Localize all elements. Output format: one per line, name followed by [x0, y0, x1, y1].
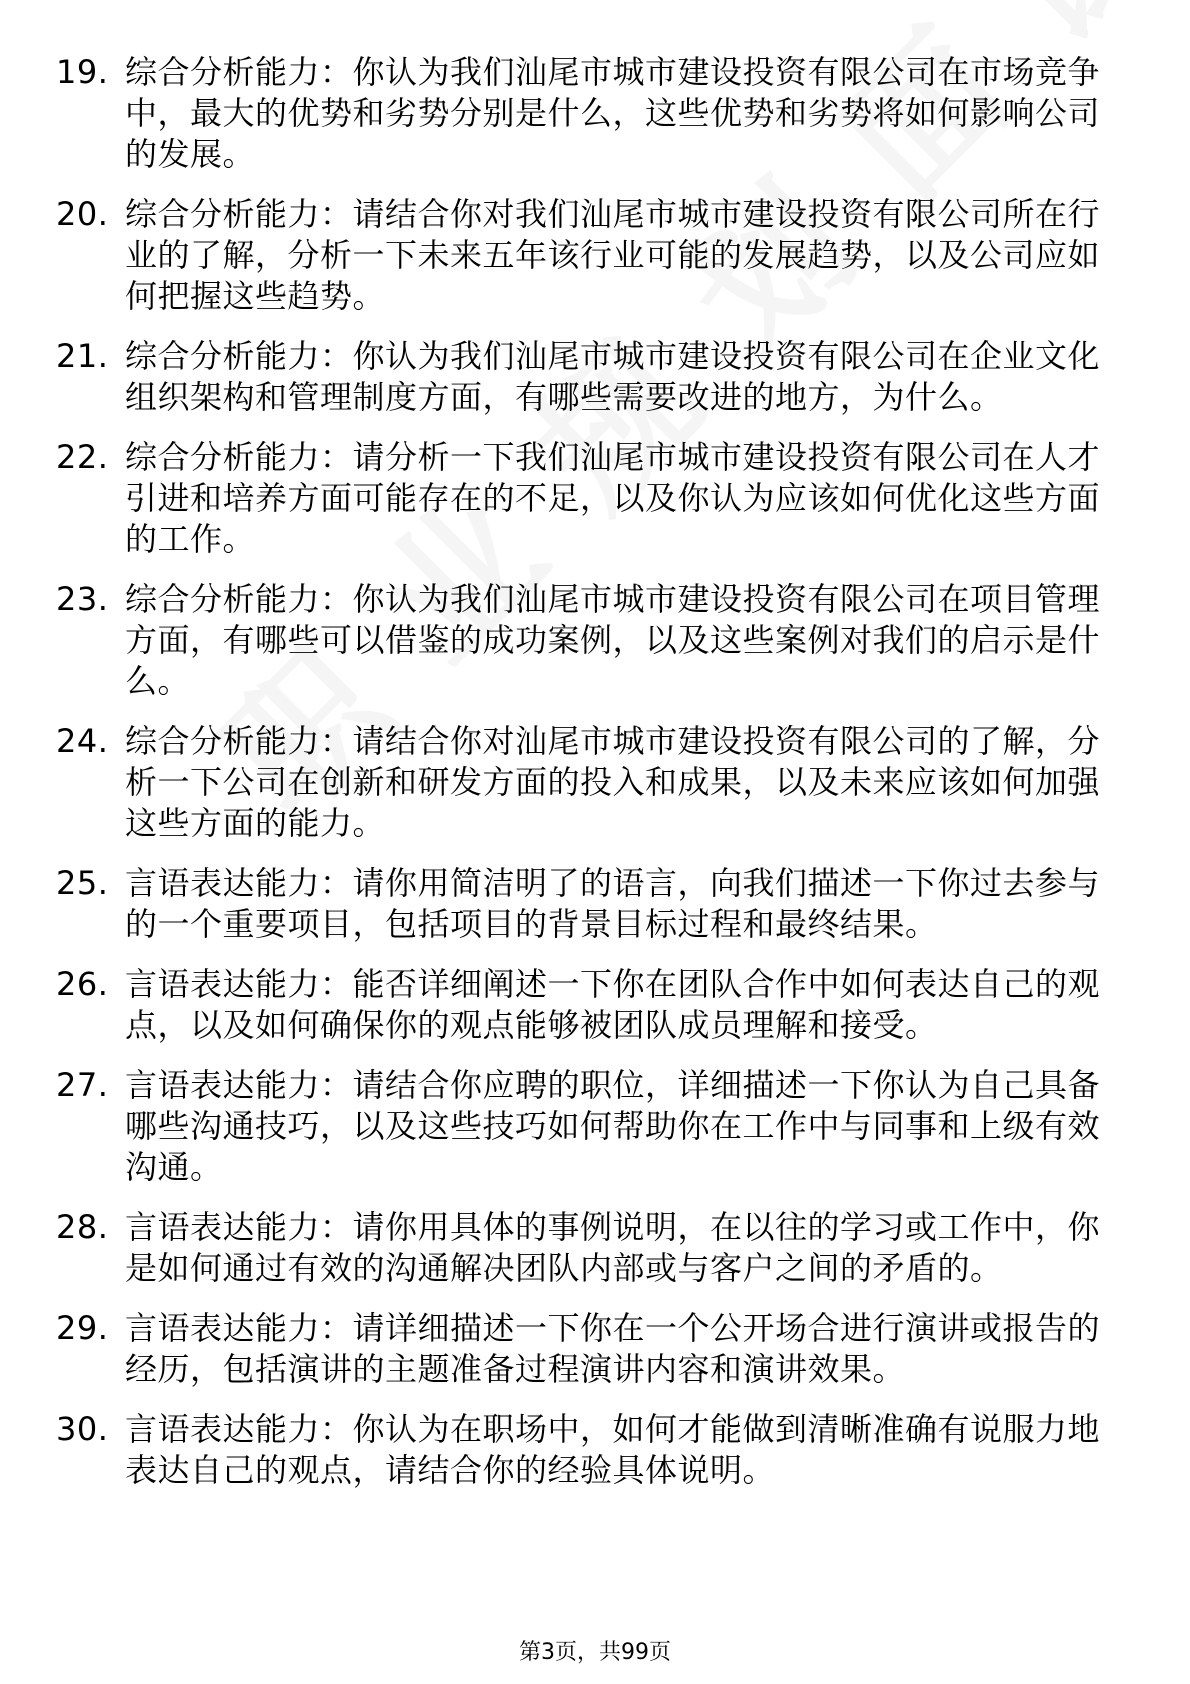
- question-text: 言语表达能力：请你用简洁明了的语言，向我们描述一下你过去参与的一个重要项目，包括项目的背景目标过程和最终结果。: [125, 864, 1101, 943]
- question-text: 言语表达能力：请详细描述一下你在一个公开场合进行演讲或报告的经历，包括演讲的主题准备过程演讲内容和演讲效果。: [125, 1309, 1101, 1388]
- question-item: [0, 1409, 1190, 1491]
- page-footer: [0, 1640, 1190, 1666]
- question-number: 28.: [56, 1208, 109, 1246]
- question-number: 22.: [56, 438, 109, 476]
- question-number: 29.: [56, 1309, 109, 1347]
- question-text: 综合分析能力：请结合你对汕尾市城市建设投资有限公司的了解，分析一下公司在创新和研发方面的投入和成果，以及未来应该如何加强这些方面的能力。: [125, 722, 1101, 842]
- question-item: [0, 964, 1190, 1046]
- question-number: 20.: [56, 195, 109, 233]
- question-number: 19.: [56, 53, 109, 91]
- question-item: [0, 52, 1190, 175]
- question-number: 25.: [56, 864, 109, 902]
- question-number: 24.: [56, 722, 109, 760]
- question-text: 综合分析能力：你认为我们汕尾市城市建设投资有限公司在企业文化组织架构和管理制度方面，有哪些需要改进的地方，为什么。: [125, 337, 1101, 416]
- question-item: [0, 1065, 1190, 1188]
- question-text: 言语表达能力：你认为在职场中，如何才能做到清晰准确有说服力地表达自己的观点，请结合你的经验具体说明。: [125, 1410, 1101, 1489]
- question-text: 综合分析能力：请分析一下我们汕尾市城市建设投资有限公司在人才引进和培养方面可能存在的不足，以及你认为应该如何优化这些方面的工作。: [125, 438, 1101, 558]
- question-text: 言语表达能力：请结合你应聘的职位，详细描述一下你认为自己具备哪些沟通技巧，以及这些技巧如何帮助你在工作中与同事和上级有效沟通。: [125, 1066, 1101, 1186]
- page-number-label: 第3页，共99页: [519, 1640, 671, 1665]
- question-number: 21.: [56, 337, 109, 375]
- question-text: 综合分析能力：你认为我们汕尾市城市建设投资有限公司在市场竞争中，最大的优势和劣势分别是什么，这些优势和劣势将如何影响公司的发展。: [125, 53, 1101, 173]
- question-item: [0, 1308, 1190, 1390]
- question-list: [0, 52, 1190, 1510]
- question-text: 言语表达能力：请你用具体的事例说明，在以往的学习或工作中，你是如何通过有效的沟通解决团队内部或与客户之间的矛盾的。: [125, 1208, 1101, 1287]
- question-text: 综合分析能力：你认为我们汕尾市城市建设投资有限公司在项目管理方面，有哪些可以借鉴的成功案例，以及这些案例对我们的启示是什么。: [125, 580, 1101, 700]
- question-item: [0, 721, 1190, 844]
- question-item: [0, 863, 1190, 945]
- question-number: 23.: [56, 580, 109, 618]
- question-number: 27.: [56, 1066, 109, 1104]
- question-item: [0, 1207, 1190, 1289]
- question-item: [0, 336, 1190, 418]
- question-item: [0, 437, 1190, 560]
- question-number: 30.: [56, 1410, 109, 1448]
- question-item: [0, 194, 1190, 317]
- question-number: 26.: [56, 965, 109, 1003]
- question-text: 言语表达能力：能否详细阐述一下你在团队合作中如何表达自己的观点，以及如何确保你的观点能够被团队成员理解和接受。: [125, 965, 1101, 1044]
- question-text: 综合分析能力：请结合你对我们汕尾市城市建设投资有限公司所在行业的了解，分析一下未来五年该行业可能的发展趋势，以及公司应如何把握这些趋势。: [125, 195, 1101, 315]
- question-item: [0, 579, 1190, 702]
